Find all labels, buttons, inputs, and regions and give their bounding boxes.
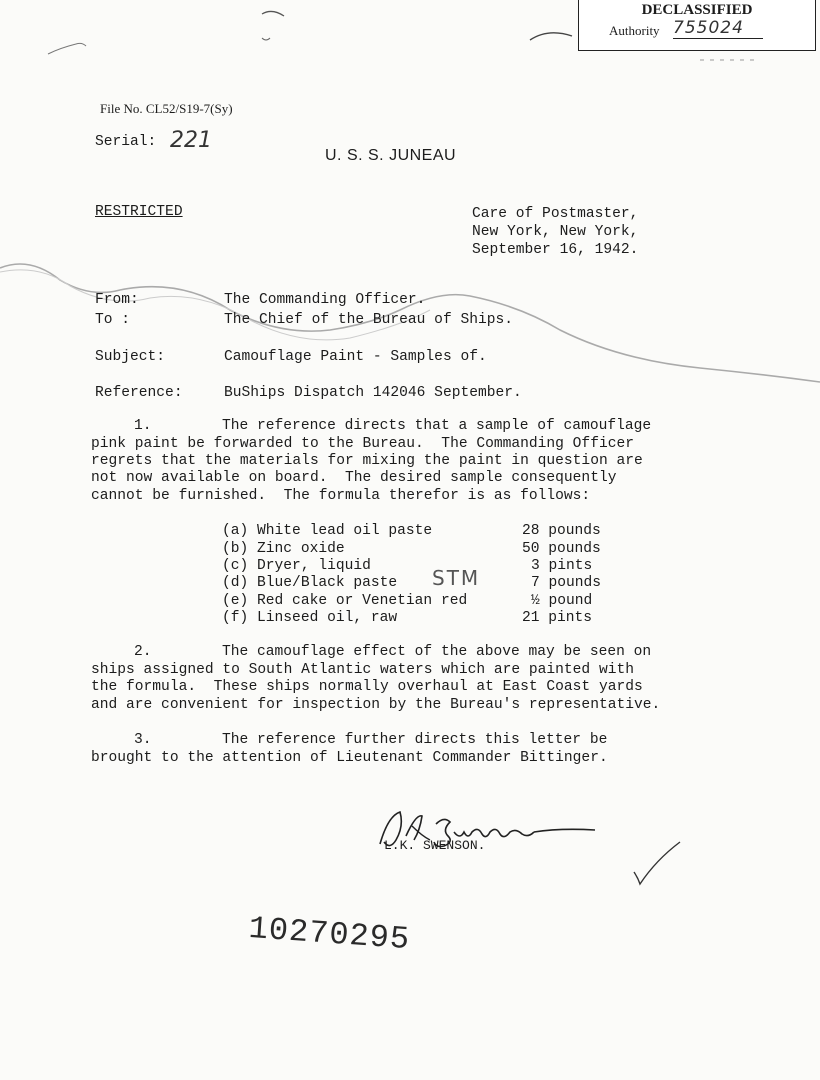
address-date: September 16, 1942. <box>472 242 639 258</box>
para-2-line: The camouflage effect of the above may be seen on <box>222 644 652 660</box>
para-3-number: 3. <box>134 732 152 748</box>
stamp-title: DECLASSIFIED <box>641 2 753 18</box>
address-line-1: Care of Postmaster, <box>472 206 639 222</box>
from-value: The Commanding Officer. <box>224 292 426 308</box>
formula-item: (e) Red cake or Venetian red <box>222 593 468 609</box>
para-2-line: the formula. These ships normally overhaul at East Coast yards <box>91 679 643 695</box>
para-1-line: cannot be furnished. The formula therefor is as follows: <box>91 488 591 504</box>
para-1-line: regrets that the materials for mixing the paint in question are <box>91 453 643 469</box>
formula-item: (c) Dryer, liquid <box>222 558 371 574</box>
formula-qty: 28 pounds <box>522 523 601 539</box>
formula-item: (d) Blue/Black paste <box>222 575 398 591</box>
para-3-line: The reference further directs this letter be <box>222 732 608 748</box>
ship-name: U. S. S. JUNEAU <box>325 147 457 164</box>
formula-qty: ½ pound <box>531 593 593 609</box>
serial-label: Serial: <box>95 134 157 150</box>
typed-signature: L.K. SWENSON. <box>384 838 486 853</box>
para-2-line: and are convenient for inspection by the Bureau's representative. <box>91 697 661 713</box>
subject-value: Camouflage Paint - Samples of. <box>224 349 487 365</box>
to-value: The Chief of the Bureau of Ships. <box>224 312 514 328</box>
check-mark-icon <box>628 836 684 892</box>
stamp-authority-number: 755024 <box>673 18 763 39</box>
classification: RESTRICTED <box>95 204 183 220</box>
formula-qty: 7 pounds <box>531 575 602 591</box>
formula-item: (b) Zinc oxide <box>222 541 345 557</box>
para-1-line: not now available on board. The desired sample consequently <box>91 470 617 486</box>
formula-qty: 3 pints <box>531 558 593 574</box>
formula-item: (f) Linseed oil, raw <box>222 610 398 626</box>
reference-label: Reference: <box>95 385 183 401</box>
para-1-line: The reference directs that a sample of camouflage <box>222 418 652 434</box>
para-3-line: brought to the attention of Lieutenant Commander Bittinger. <box>91 750 608 766</box>
formula-qty: 21 pints <box>522 610 593 626</box>
para-1-number: 1. <box>134 418 152 434</box>
reference-value: BuShips Dispatch 142046 September. <box>224 385 522 401</box>
file-number: File No. CL52/S19-7(Sy) <box>100 101 233 116</box>
formula-qty: 50 pounds <box>522 541 601 557</box>
formula-item: (a) White lead oil paste <box>222 523 433 539</box>
to-label: To : <box>95 312 131 328</box>
margin-note: STM <box>432 566 481 590</box>
from-label: From: <box>95 292 139 308</box>
para-2-number: 2. <box>134 644 152 660</box>
stamp-authority-label: Authority <box>609 23 660 38</box>
para-2-line: ships assigned to South Atlantic waters which are painted with <box>91 662 634 678</box>
document-number-stamp: 10270295 <box>247 910 412 959</box>
para-1-line: pink paint be forwarded to the Bureau. The Commanding Officer <box>91 436 634 452</box>
address-line-2: New York, New York, <box>472 224 639 240</box>
stray-marks <box>0 0 820 100</box>
serial-number: 221 <box>170 128 212 153</box>
subject-label: Subject: <box>95 349 166 365</box>
